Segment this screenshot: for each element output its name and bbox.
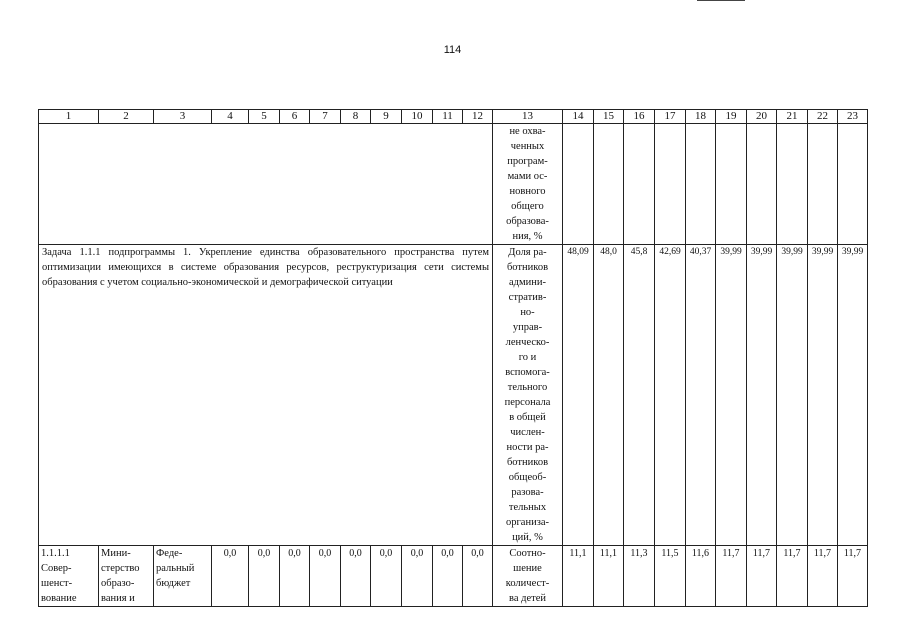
value-cell: 39,99 xyxy=(808,245,838,546)
indicator-text-line: в общей xyxy=(509,412,546,423)
column-header: 23 xyxy=(838,110,868,124)
indicator-text-line: стратив- xyxy=(508,292,547,303)
executor-line: образо- xyxy=(101,578,135,589)
empty-cell xyxy=(39,124,493,245)
column-header: 11 xyxy=(433,110,463,124)
table-row xyxy=(39,546,868,607)
indicator-text-line: ченных xyxy=(510,141,545,152)
indicator-text-line: ленческо- xyxy=(505,337,550,348)
measure-code-line: 1.1.1.1 xyxy=(41,548,70,559)
value-cell: 11,5 xyxy=(655,546,686,607)
value-cell xyxy=(594,124,624,245)
indicator-text-line: ности ра- xyxy=(506,442,549,453)
value-cell: 48,0 xyxy=(594,245,624,546)
financing-cell: 0,0 xyxy=(402,546,433,607)
program-table xyxy=(38,109,868,607)
value-cell: 39,99 xyxy=(747,245,777,546)
executor-line: стерство xyxy=(101,563,140,574)
column-header: 10 xyxy=(402,110,433,124)
column-header: 8 xyxy=(341,110,371,124)
value-cell: 48,09 xyxy=(563,245,594,546)
indicator-text-line: програм- xyxy=(507,156,548,167)
financing-cell: 0,0 xyxy=(310,546,341,607)
value-cell: 39,99 xyxy=(716,245,747,546)
value-cell xyxy=(777,124,808,245)
column-header: 19 xyxy=(716,110,747,124)
value-cell: 40,37 xyxy=(686,245,716,546)
task-text: Задача 1.1.1 подпрограммы 1. Укрепление единства образовательного пространства путем оптимизации имеющихся в системе образования ресурсов, реструктуризация сети системы образования с учетом социально-экономической и демографической ситуации xyxy=(42,247,489,288)
indicator-cell xyxy=(493,124,563,245)
indicator-text-line: ботников xyxy=(506,262,549,273)
indicator-text-line: вспомога- xyxy=(505,367,550,378)
indicator-text-line: ций, % xyxy=(512,532,543,543)
value-cell: 11,7 xyxy=(808,546,838,607)
indicator-text-line: тельного xyxy=(507,382,548,393)
value-cell: 39,99 xyxy=(777,245,808,546)
value-cell: 11,6 xyxy=(686,546,716,607)
column-header: 4 xyxy=(212,110,249,124)
value-cell xyxy=(838,124,868,245)
column-header: 17 xyxy=(655,110,686,124)
indicator-text-line: мами ос- xyxy=(507,171,548,182)
funding-source-line: Феде- xyxy=(156,548,183,559)
column-header: 22 xyxy=(808,110,838,124)
funding-source-line: бюджет xyxy=(156,578,191,589)
value-cell: 11,7 xyxy=(747,546,777,607)
measure-code-line: Совер- xyxy=(41,563,72,574)
indicator-text-line: ботников xyxy=(506,457,549,468)
column-header: 5 xyxy=(249,110,280,124)
indicator-cell xyxy=(493,546,563,607)
indicator-text-line: го и xyxy=(518,352,537,363)
indicator-text-line: общеоб- xyxy=(508,472,547,483)
financing-cell: 0,0 xyxy=(212,546,249,607)
indicator-text-line: ва детей xyxy=(509,593,546,604)
table-row xyxy=(39,245,868,546)
financing-cell: 0,0 xyxy=(280,546,310,607)
column-header: 1 xyxy=(39,110,99,124)
value-cell: 45,8 xyxy=(624,245,655,546)
indicator-text-line: организа- xyxy=(505,517,549,528)
value-cell: 11,7 xyxy=(716,546,747,607)
indicator-text-line: но- xyxy=(520,307,535,318)
column-header: 13 xyxy=(493,110,563,124)
value-cell: 39,99 xyxy=(838,245,868,546)
column-header: 12 xyxy=(463,110,493,124)
executor-line: Мини- xyxy=(101,548,131,559)
financing-cell: 0,0 xyxy=(249,546,280,607)
column-header: 20 xyxy=(747,110,777,124)
value-cell xyxy=(747,124,777,245)
value-cell xyxy=(563,124,594,245)
value-cell: 11,7 xyxy=(777,546,808,607)
value-cell xyxy=(686,124,716,245)
column-header: 6 xyxy=(280,110,310,124)
measure-code-cell xyxy=(39,546,99,607)
financing-cell: 0,0 xyxy=(341,546,371,607)
indicator-text-line: общего xyxy=(511,201,544,212)
indicator-text-line: управ- xyxy=(512,322,543,333)
header-row xyxy=(39,110,868,124)
executor-cell xyxy=(99,546,154,607)
column-header: 21 xyxy=(777,110,808,124)
indicator-text-line: персонала xyxy=(504,397,551,408)
value-cell: 42,69 xyxy=(655,245,686,546)
indicator-text-line: Соотно- xyxy=(509,548,546,559)
value-cell: 11,7 xyxy=(838,546,868,607)
value-cell xyxy=(808,124,838,245)
indicator-cell xyxy=(493,245,563,546)
financing-cell: 0,0 xyxy=(463,546,493,607)
financing-cell: 0,0 xyxy=(433,546,463,607)
column-header: 3 xyxy=(154,110,212,124)
indicator-text-line: новного xyxy=(509,186,546,197)
task-description xyxy=(39,245,493,546)
indicator-text-line: не охва- xyxy=(509,126,546,137)
indicator-text-line: числен- xyxy=(510,427,545,438)
top-rule xyxy=(697,0,745,1)
executor-line: вания и xyxy=(101,593,135,604)
page-number: 114 xyxy=(443,44,462,56)
measure-code-line: шенст- xyxy=(41,578,73,589)
column-header: 14 xyxy=(563,110,594,124)
indicator-text-line: ния, % xyxy=(512,231,543,242)
funding-source-line: ральный xyxy=(156,563,195,574)
funding-source-cell xyxy=(154,546,212,607)
indicator-text-line: разова- xyxy=(511,487,544,498)
column-header: 18 xyxy=(686,110,716,124)
indicator-text-line: количест- xyxy=(505,578,550,589)
measure-code-line: вование xyxy=(41,593,77,604)
indicator-text-line: админи- xyxy=(508,277,546,288)
column-header: 15 xyxy=(594,110,624,124)
indicator-text-line: шение xyxy=(513,563,542,574)
table-row xyxy=(39,124,868,245)
value-cell: 11,1 xyxy=(594,546,624,607)
indicator-text-line: тельных xyxy=(508,502,547,513)
value-cell xyxy=(624,124,655,245)
value-cell: 11,3 xyxy=(624,546,655,607)
column-header: 2 xyxy=(99,110,154,124)
column-header: 7 xyxy=(310,110,341,124)
financing-cell: 0,0 xyxy=(371,546,402,607)
value-cell xyxy=(716,124,747,245)
indicator-text-line: Доля ра- xyxy=(508,247,547,258)
column-header: 9 xyxy=(371,110,402,124)
value-cell xyxy=(655,124,686,245)
column-header: 16 xyxy=(624,110,655,124)
indicator-text-line: образова- xyxy=(506,216,549,227)
value-cell: 11,1 xyxy=(563,546,594,607)
